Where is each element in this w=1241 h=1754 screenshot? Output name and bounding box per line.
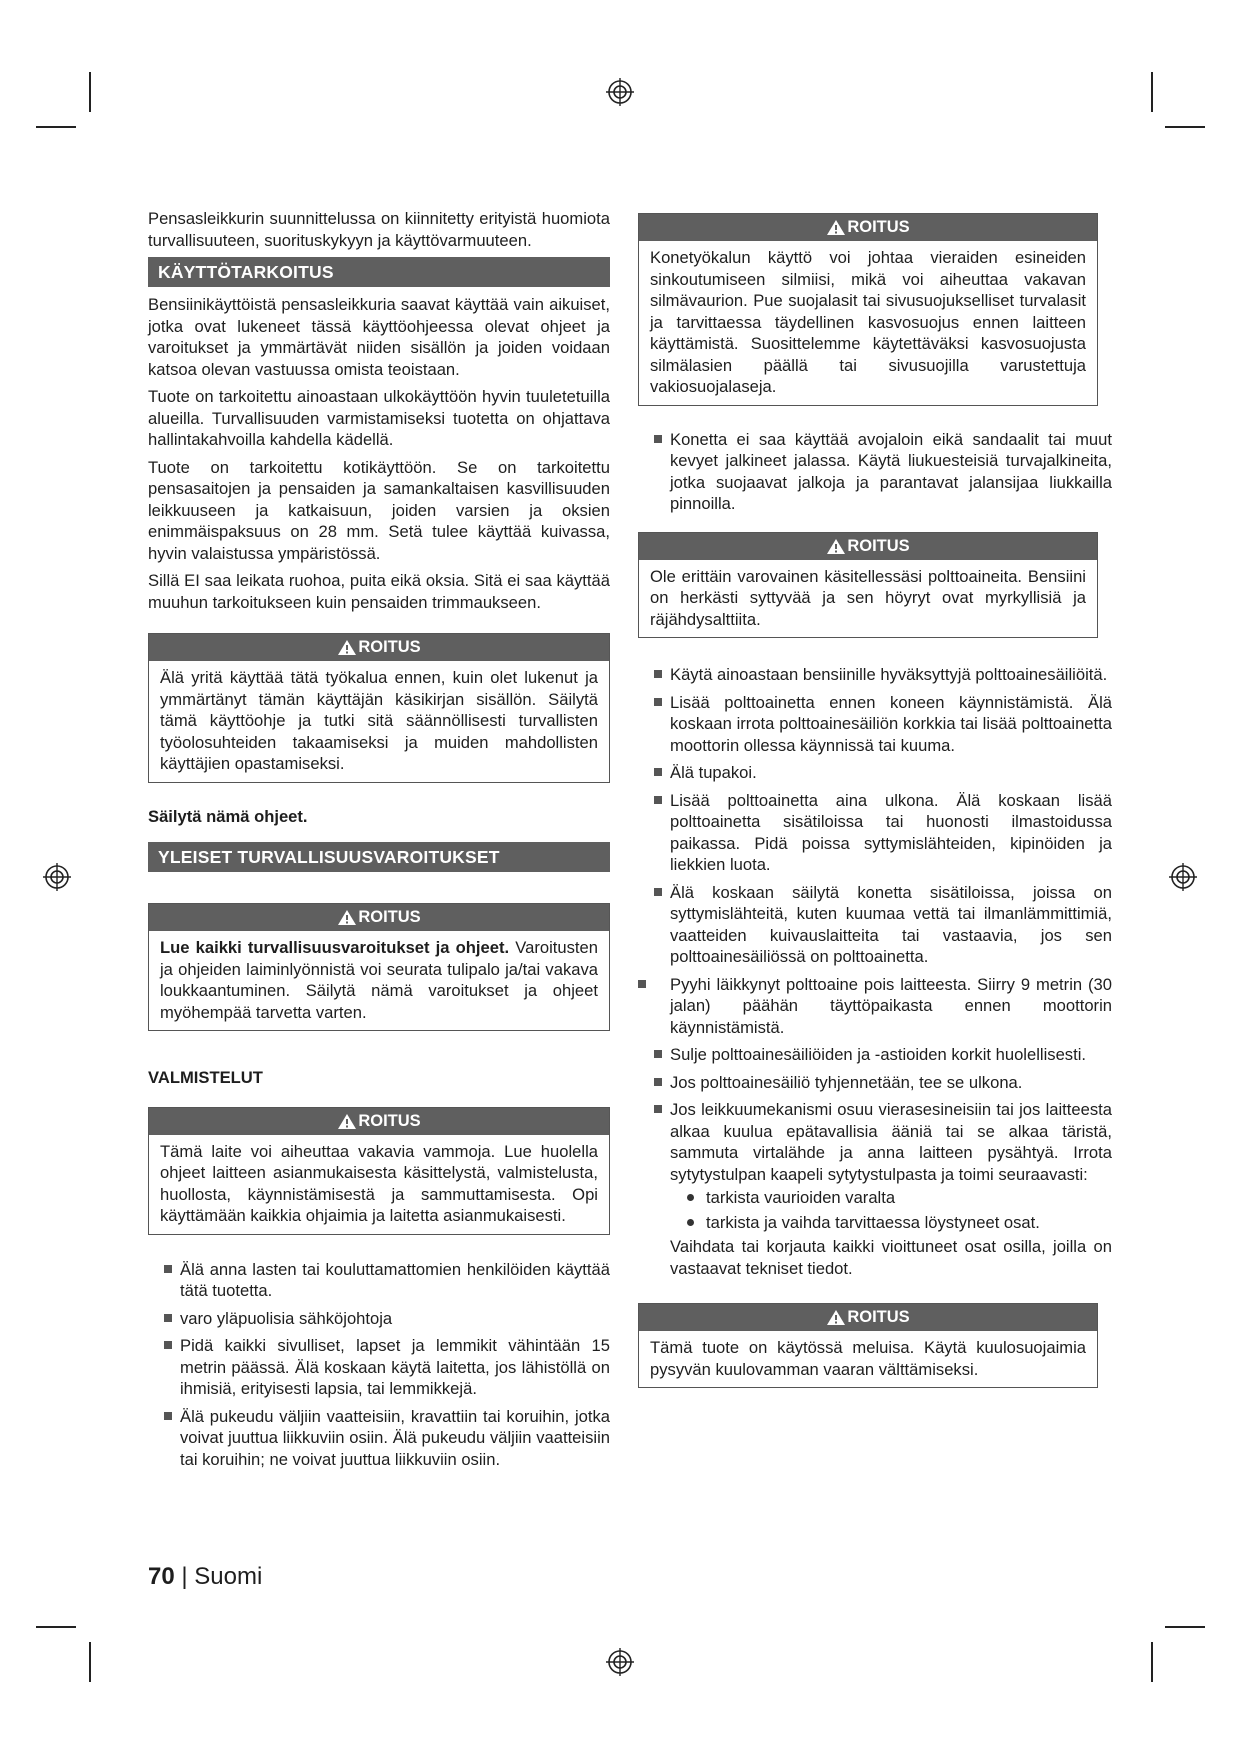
registration-mark-icon <box>42 862 72 892</box>
warning-header <box>639 1304 1097 1331</box>
registration-mark-icon <box>1168 862 1198 892</box>
warning-box <box>638 1303 1098 1388</box>
warning-body-text: Varoitusten ja ohjeiden laiminlyönnistä voi seurata tulipalo ja/tai vakava loukkaantuminen. Säilytä nämä varoitukset ja ohjeet myöhempää tarvetta varten. <box>160 938 598 1022</box>
square-bullet-icon <box>164 1341 172 1349</box>
list-item <box>638 1072 1112 1094</box>
list-item <box>638 882 1112 968</box>
warning-triangle-icon <box>337 909 357 926</box>
square-bullet-icon <box>164 1412 172 1420</box>
square-bullet-icon <box>654 435 662 443</box>
section-heading-intended-use: KÄYTTÖTARKOITUS <box>148 257 610 287</box>
list-item <box>638 974 1112 1039</box>
warning-header <box>149 634 609 661</box>
warning-box <box>148 633 610 783</box>
damage-sublist <box>670 1187 1112 1233</box>
intended-use-paragraph: Tuote on tarkoitettu ainoastaan ulkokäyttöön hyvin tuuletetuilla alueilla. Turvallisuuden varmistamiseksi tuotetta on ohjattava hallintakahvoilla kahdella kädellä. <box>148 387 610 449</box>
sub-list-item-text: tarkista vaurioiden varalta <box>706 1188 896 1207</box>
warning-text: Konetyökalun käyttö voi johtaa vieraiden esineiden sinkoutumiseen silmiisi, mikä voi aiheuttaa vakavan silmävaurion. Pue suojalasit tai sivusuojukselliset turvalasit ja tarvittaessa täydellinen kasvosuojus ennen laitteen käyttämistä. Suosittelemme käytettäväksi kasvosuojusta silmälasien päällä tai sivusuojilla varustettuja vakiosuojalaseja. <box>650 248 1086 396</box>
list-item-text: Älä koskaan säilytä konetta sisätiloissa, joissa on syttymislähteitä, kuten kuumaa vettä tai ilmanlämmittimiä, vaatteiden kuivauslaitteita tai vastaavia, jos sen polttoainesäiliössä on polttoainetta. <box>670 882 1112 966</box>
warning-label: ROITUS <box>847 536 910 555</box>
round-bullet-icon <box>687 1219 694 1226</box>
warning-bold-lead: Lue kaikki turvallisuusvaroitukset ja ohjeet. <box>160 938 510 957</box>
list-item <box>148 1308 610 1330</box>
warning-box <box>638 213 1098 406</box>
sub-list-item <box>670 1187 1112 1209</box>
crop-mark <box>89 72 91 112</box>
right-column <box>638 213 1112 1388</box>
warning-header <box>149 904 609 931</box>
list-item <box>638 1044 1112 1066</box>
warning-text <box>149 931 609 1030</box>
page-number: 70 <box>148 1563 175 1590</box>
crop-mark <box>1165 1626 1205 1628</box>
list-item <box>638 692 1112 757</box>
square-bullet-icon <box>164 1314 172 1322</box>
warning-label: ROITUS <box>358 638 421 656</box>
warning-text: Tämä laite voi aiheuttaa vakavia vammoja. Lue huolella ohjeet laitteen asianmukaisesta käsittelystä, valmistelusta, huollosta, käynnistämisestä ja sammuttamisesta. Opi käyttämään kaikkia ohjaimia ja laitetta asianmukaisesti. <box>160 1141 598 1225</box>
crop-mark <box>1151 1642 1153 1682</box>
square-bullet-icon <box>654 768 662 776</box>
warning-text: Ole erittäin varovainen käsitellessäsi polttoaineita. Bensiini on herkästi syttyvää ja sen höyryt ovat myrkyllisiä ja räjähdysalttiita. <box>650 566 1086 629</box>
warning-triangle-icon <box>337 1113 357 1130</box>
square-bullet-icon <box>654 1050 662 1058</box>
crop-mark <box>89 1642 91 1682</box>
warning-triangle-icon <box>337 639 357 656</box>
list-item-text: Vaihdata tai korjauta kaikki vioittuneet osat osilla, joilla on vastaavat tekniset tiedot. <box>670 1237 1112 1278</box>
square-bullet-icon <box>654 670 662 678</box>
list-item-text: Älä tupakoi. <box>670 763 757 782</box>
intended-use-paragraph: Sillä EI saa leikata ruohoa, puita eikä oksia. Sitä ei saa käyttää muuhun tarkoitukseen kuin pensaiden trimmaukseen. <box>148 571 610 612</box>
square-bullet-icon <box>654 1105 662 1113</box>
crop-mark <box>1151 72 1153 112</box>
list-item <box>638 790 1112 876</box>
footer-language: Suomi <box>194 1563 263 1590</box>
sub-list-item <box>670 1212 1112 1234</box>
square-bullet-icon <box>654 796 662 804</box>
warning-label: ROITUS <box>358 908 421 926</box>
warning-triangle-icon <box>826 219 846 236</box>
preparation-list <box>148 1259 610 1471</box>
warning-header <box>639 533 1097 560</box>
square-bullet-icon <box>164 1265 172 1273</box>
crop-mark <box>36 126 76 128</box>
crop-mark <box>1165 126 1205 128</box>
square-bullet-icon <box>638 980 646 988</box>
intro-paragraph: Pensasleikkurin suunnittelussa on kiinnitetty erityistä huomiota turvallisuuteen, suorituskykyyn ja käyttövarmuuteen. <box>148 209 610 250</box>
sub-list-item-text: tarkista ja vaihda tarvittaessa löystyneet osat. <box>706 1212 1040 1232</box>
warning-box <box>638 532 1098 639</box>
round-bullet-icon <box>687 1194 694 1201</box>
intended-use-paragraph: Bensiinikäyttöistä pensasleikkuria saavat käyttää vain aikuiset, jotka ovat lukeneet tässä käyttöohjeessa olevat ohjeet ja varoitukset ja ymmärtävät niiden sisällön ja joiden voidaan katsoa olevan vastuussa omista teoistaan. <box>148 295 610 379</box>
square-bullet-icon <box>654 888 662 896</box>
list-item-text: Sulje polttoainesäiliöiden ja -astioiden korkit huolellisesti. <box>670 1045 1087 1064</box>
warning-text: Älä yritä käyttää tätä työkalua ennen, kuin olet lukenut ja ymmärtänyt tämän käyttäjän käsikirjan sisällön. Säilytä tämä käyttöohje ja tutki sitä säännöllisesti turvallisten työolosuhteiden takaamiseksi ja muiden mahdollisten käyttäjien opastamiseksi. <box>160 668 598 773</box>
list-item-text: Konetta ei saa käyttää avojaloin eikä sandaalit tai muut kevyet jalkineet jalassa. Käytä liukuesteisiä turvajalkineita, jotka suojaavat jalkoja ja parantavat jalansijaa liukkailla pinnoilla. <box>670 429 1112 513</box>
list-item-text: varo yläpuolisia sähköjohtoja <box>180 1308 393 1328</box>
section-heading-preparation: VALMISTELUT <box>148 1068 263 1087</box>
list-item-text: Pidä kaikki sivulliset, lapset ja lemmikit vähintään 15 metrin päässä. Älä koskaan käytä laitetta, jos lähistöllä on ihmisiä, erityisesti lapsia, tai lemmikkejä. <box>180 1336 610 1398</box>
list-item <box>148 1406 610 1471</box>
list-item-text: Lisää polttoainetta aina ulkona. Älä koskaan lisää polttoainetta sisätiloissa tai huonosti ilmastoidussa paikassa. Pidä poissa syttymislähteiden, kipinöiden ja liekkien luota. <box>670 790 1112 874</box>
keep-instructions-note: Säilytä nämä ohjeet. <box>148 806 308 826</box>
fuel-safety-list <box>638 664 1112 1279</box>
warning-triangle-icon <box>826 538 846 555</box>
warning-text: Tämä tuote on käytössä meluisa. Käytä kuulosuojaimia pysyvän kuulovamman vaaran välttämiseksi. <box>650 1338 1086 1379</box>
footwear-list <box>638 429 1112 515</box>
list-item <box>638 429 1112 515</box>
list-item-text: Jos leikkuumekanismi osuu vierasesineisiin tai jos laitteesta alkaa kuulua epätavallisia ääniä tai se alkaa täristä, sammuta virtalähde ja anna laitteen pysähtyä. Irrota sytytystulpan kaapeli sytytystulpasta ja toimi seuraavasti: <box>670 1100 1112 1184</box>
warning-header <box>149 1108 609 1135</box>
list-item <box>638 1099 1112 1279</box>
page-footer <box>148 1563 262 1591</box>
list-item-text: Käytä ainoastaan bensiinille hyväksyttyjä polttoainesäiliöitä. <box>670 665 1108 684</box>
list-item-text: Älä pukeudu väljiin vaatteisiin, kravattiin tai koruihin, jotka voivat juuttua liikkuviin osiin. Älä pukeudu väljiin vaatteisiin tai koruihin; ne voivat juuttua liikkuviin osiin. <box>180 1406 610 1469</box>
warning-label: ROITUS <box>847 218 910 236</box>
square-bullet-icon <box>654 1078 662 1086</box>
list-item-text: Pyyhi läikkynyt polttoaine pois laitteesta. Siirry 9 metrin (30 jalan) päähän täyttöpaikasta ennen moottorin käynnistämistä. <box>670 974 1112 1037</box>
warning-label: ROITUS <box>847 1308 910 1326</box>
warning-header <box>639 214 1097 241</box>
list-item-text: Jos polttoainesäiliö tyhjennetään, tee se ulkona. <box>670 1072 1023 1092</box>
registration-mark-icon <box>605 77 635 107</box>
section-heading-general-safety: YLEISET TURVALLISUUSVAROITUKSET <box>148 842 610 872</box>
warning-box <box>148 1107 610 1235</box>
list-item <box>148 1335 610 1400</box>
list-item <box>638 664 1112 686</box>
crop-mark <box>36 1626 76 1628</box>
warning-box <box>148 903 610 1031</box>
warning-triangle-icon <box>826 1309 846 1326</box>
registration-mark-icon <box>605 1647 635 1677</box>
list-item <box>148 1259 610 1302</box>
footer-separator: | <box>181 1563 188 1590</box>
list-item <box>638 762 1112 784</box>
list-item-text: Älä anna lasten tai kouluttamattomien henkilöiden käyttää tätä tuotetta. <box>180 1259 610 1300</box>
warning-label: ROITUS <box>358 1111 421 1130</box>
list-item-text: Lisää polttoainetta ennen koneen käynnistämistä. Älä koskaan irrota polttoainesäiliön korkkia tai lisää polttoainetta moottorin ollessa käynnissä tai kuuma. <box>670 692 1112 755</box>
left-column <box>148 208 610 1476</box>
intended-use-paragraph: Tuote on tarkoitettu kotikäyttöön. Se on tarkoitettu pensasaitojen ja pensaiden ja samankaltaisen kasvillisuuden leikkuuseen ja katkaisuun, joiden varsien ja oksien enimmäispaksuus on 28 mm. Setä tulee käyttää kuivassa, hyvin valaistussa ympäristössä. <box>148 457 610 563</box>
square-bullet-icon <box>654 698 662 706</box>
